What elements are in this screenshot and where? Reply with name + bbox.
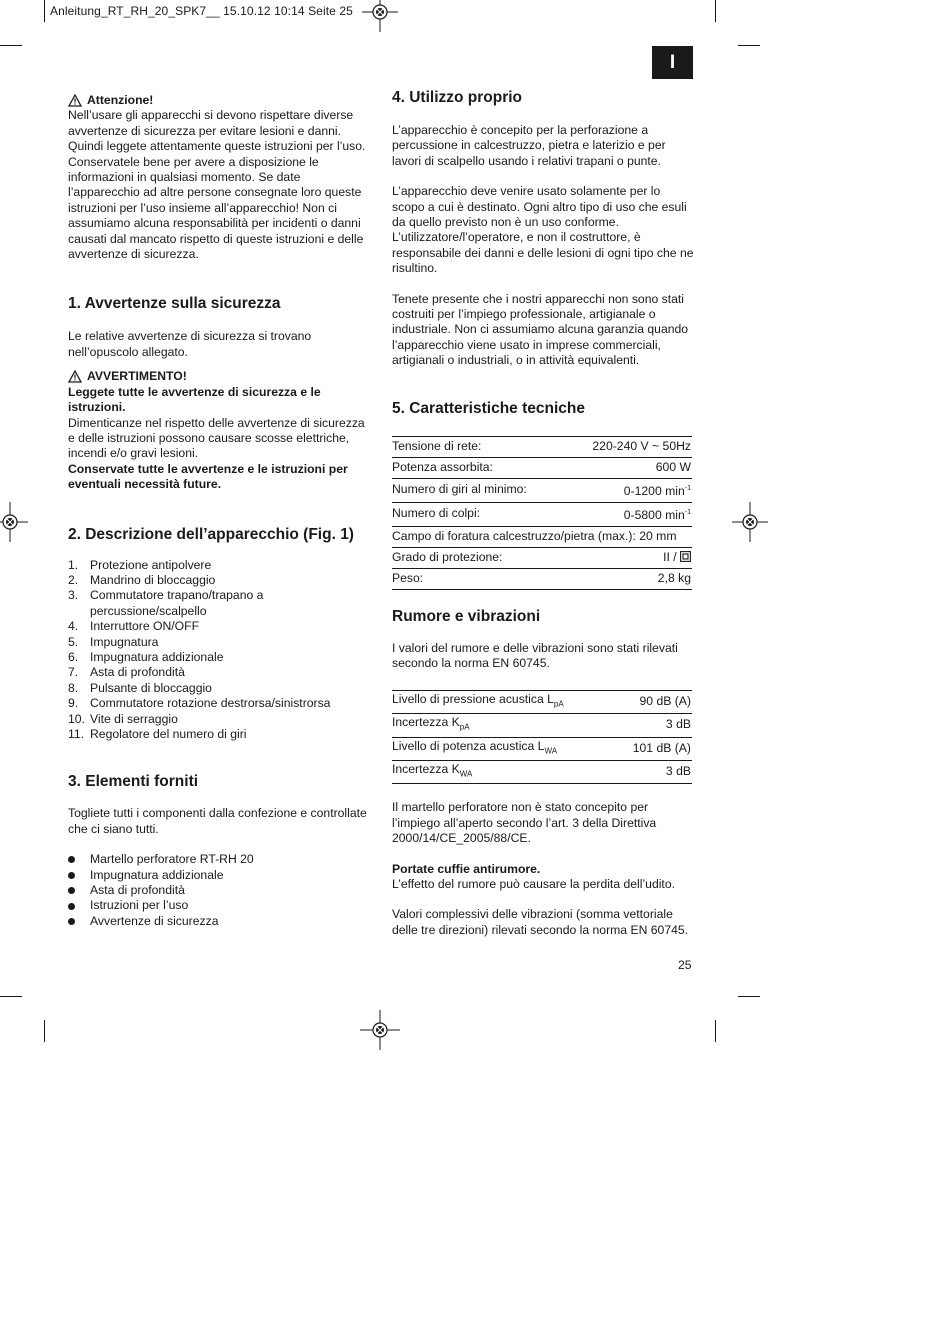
warning-text: Dimenticanze nel rispetto delle avvertenze di sicurezza e delle istruzioni possono causare scosse elettriche, incendi e/o gravi lesioni. [68,415,365,461]
table-row: Potenza assorbita: 600 W [392,457,692,478]
crop-mark [0,45,22,46]
table-row: Grado di protezione: II / [392,547,692,568]
table-row: Livello di pressione acustica $L_{pA}$ 90 dB (A) [392,690,692,713]
print-header: Anleitung_RT_RH_20_SPK7__ 15.10.12 10:14 Seite 25 [50,4,353,18]
noise-title: Rumore e vibrazioni [392,607,541,625]
left-column [68,93,368,929]
list-item: 7. Asta di profondità [68,665,185,680]
list-item: 3. Commutatore trapano/trapano a percussione/scalpello [68,588,264,618]
crop-mark [44,1020,45,1042]
list-item: 10. Vite di serraggio [68,711,178,726]
noise-p2: L’effetto del rumore può causare la perdita dell’udito. [392,877,675,891]
crop-mark [44,0,45,22]
parts-list [68,558,368,743]
bullet-icon [68,903,75,910]
table-row: Tensione di rete: 220-240 V ~ 50Hz [392,436,692,457]
section-3-text: Togliete tutti i componenti dalla confezione e controllate che ci siano tutti. [68,806,367,836]
warning-triangle-icon [68,370,82,383]
registration-mark-icon [732,502,768,542]
crop-mark [715,0,716,22]
section-1-title: 1. Avvertenze sulla sicurezza [68,295,281,313]
list-item: 6. Impugnatura addizionale [68,649,224,664]
list-item: 9. Commutatore rotazione destrorsa/sinistrorsa [68,696,331,711]
table-row: Incertezza $K_{WA}$ 3 dB [392,760,692,783]
page-number: 25 [678,958,692,972]
attention-heading [68,93,368,108]
noise-bold: Portate cuffie antirumore. [392,861,541,876]
list-item: 11. Regolatore del numero di giri [68,727,247,741]
list-item: 1. Protezione antipolvere [68,557,212,572]
list-item: 2. Mandrino di bloccaggio [68,572,216,587]
noise-table [392,690,692,785]
section-4-title: 4. Utilizzo proprio [392,89,523,106]
language-badge: I [652,46,693,79]
table-row: Peso: 2,8 kg [392,568,692,589]
warning-heading [68,369,368,384]
section-4-p3: Tenete presente che i nostri apparecchi non sono stati costruiti per l’impiego professionale, artigianale o industriale. Non ci assumiamo alcuna garanzia quando l’apparecchio viene usato in imprese commerciali, artigianali o industriali, o in attività equivalenti. [392,291,689,368]
section-5-title: 5. Caratteristiche tecniche [392,399,585,417]
list-item: Impugnatura addizionale [68,868,368,883]
list-item: Avvertenze di sicurezza [68,914,368,929]
crop-mark [738,45,760,46]
protection-class-icon [680,551,691,562]
attention-title: Attenzione! [87,93,154,107]
crop-mark [0,996,22,997]
warning-bold-text: Leggete tutte le avvertenze di sicurezza e le istruzioni. [68,384,321,415]
registration-mark-icon [362,0,398,32]
crop-mark [738,996,760,997]
section-3-title: 3. Elementi forniti [68,773,199,791]
list-item: 8. Pulsante di bloccaggio [68,680,212,695]
supplied-items-list [68,852,368,929]
list-item: 4. Interruttore ON/OFF [68,619,200,634]
registration-mark-icon [360,1010,400,1050]
attention-text: Nell’usare gli apparecchi si devono rispettare diverse avvertenze di sicurezza per evitare lesioni e danni. Quindi leggete attentamente queste istruzioni per l’uso. Conservatele bene per avere a disposizione le informazioni in qualsiasi momento. Se date l’apparecchio ad altre persone consegnate loro queste istruzioni per l’uso insieme all’apparecchio! Non ci assumiamo alcuna responsabilità per incidenti o danni causati dal mancato rispetto di queste istruzioni e delle avvertenze di sicurezza. [68,108,366,262]
list-item: Istruzioni per l’uso [68,898,368,913]
list-item: 5. Impugnatura [68,634,159,649]
warning-bold-text-2: Conservate tutte le avvertenze e le istruzioni per eventuali necessità future. [68,461,348,492]
list-item: Asta di profondità [68,883,368,898]
table-row: Livello di potenza acustica $L_{WA}$ 101 dB (A) [392,737,692,760]
registration-mark-icon [0,502,28,542]
crop-mark [715,1020,716,1042]
table-row: Numero di giri al minimo: 0-1200 $\min^{-1}$ [392,478,692,502]
table-row: Incertezza $K_{pA}$ 3 dB [392,714,692,737]
table-row: Campo di foratura calcestruzzo/pietra (max.): 20 mm [392,526,692,547]
noise-p1: Il martello perforatore non è stato concepito per l’impiego all’aperto secondo l’art. 3 della Direttiva 2000/14/CE_2005/88/CE. [392,800,657,846]
bullet-icon [68,872,75,879]
bullet-icon [68,918,75,925]
bullet-icon [68,887,75,894]
tech-specs-table [392,436,692,590]
section-2-title: 2. Descrizione dell’apparecchio (Fig. 1) [68,525,354,543]
list-item: Martello perforatore RT-RH 20 [68,852,368,867]
noise-p3: Valori complessivi delle vibrazioni (somma vettoriale delle tre direzioni) rilevati secondo la norma EN 60745. [392,907,689,937]
warning-title: AVVERTIMENTO! [87,369,187,384]
section-1-text: Le relative avvertenze di sicurezza si trovano nell’opuscolo allegato. [68,329,312,359]
warning-triangle-icon [68,94,82,107]
section-4-p1: L’apparecchio è concepito per la perforazione a percussione in calcestruzzo, pietra e laterizio e per lavori di scalpello usando i relativi trapani o punte. [392,123,666,168]
table-row: Numero di colpi: 0-5800 $\min^{-1}$ [392,502,692,526]
right-column [392,88,694,938]
bullet-icon [68,856,75,863]
noise-text: I valori del rumore e delle vibrazioni sono stati rilevati secondo la norma EN 60745. [392,640,678,671]
section-4-p2: L’apparecchio deve venire usato solamente per lo scopo a cui è destinato. Ogni altro tipo di uso che esuli da quello previsto non è un uso conforme. L’utilizzatore/l’operatore, e non il costruttore, è responsabile dei danni e delle lesioni di ogni tipo che ne risultino. [392,184,694,276]
